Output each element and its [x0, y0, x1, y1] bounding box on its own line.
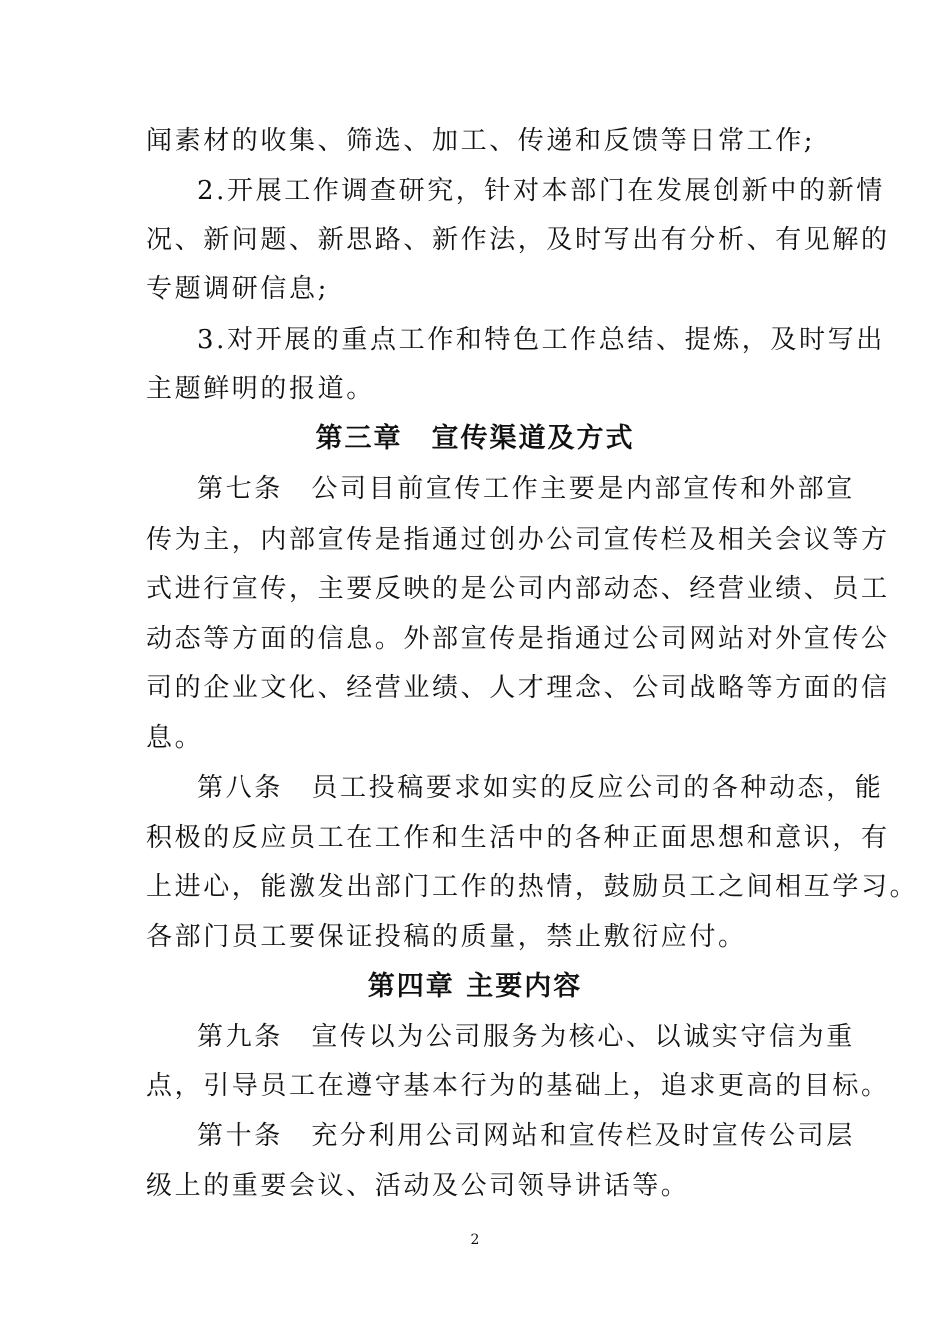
body-text-line: 专题调研信息;: [146, 274, 329, 304]
body-text-line: 上进心，能激发出部门工作的热情，鼓励员工之间相互学习。: [146, 872, 919, 902]
page-number: 2: [470, 1232, 480, 1248]
body-text-line: 息。: [146, 723, 204, 753]
body-text-line: 积极的反应员工在工作和生活中的各种正面思想和意识，有: [146, 823, 890, 853]
body-text-line: 2.开展工作调查研究，针对本部门在发展创新中的新情: [197, 176, 885, 206]
body-text-line: 3.对开展的重点工作和特色工作总结、提炼，及时写出: [197, 325, 885, 355]
body-text-line: 第八条 员工投稿要求如实的反应公司的各种动态，能: [197, 773, 884, 803]
body-text-line: 司的企业文化、经营业绩、人才理念、公司战略等方面的信: [146, 673, 890, 703]
body-text-line: 各部门员工要保证投稿的质量，禁止敷衍应付。: [146, 922, 747, 952]
body-text-line: 点，引导员工在遵守基本行为的基础上，追求更高的目标。: [146, 1071, 890, 1101]
chapter-heading: 第三章 宣传渠道及方式: [315, 423, 635, 454]
body-text-line: 主题鲜明的报道。: [146, 374, 375, 404]
body-text-line: 况、新问题、新思路、新作法，及时写出有分析、有见解的: [146, 225, 890, 255]
body-text-line: 式进行宣传，主要反映的是公司内部动态、经营业绩、员工: [146, 574, 890, 604]
body-text-line: 第七条 公司目前宣传工作主要是内部宣传和外部宣: [197, 474, 855, 504]
body-text-line: 动态等方面的信息。外部宣传是指通过公司网站对外宣传公: [146, 624, 890, 654]
body-text-line: 第九条 宣传以为公司服务为核心、以诚实守信为重: [197, 1022, 855, 1052]
body-text-line: 级上的重要会议、活动及公司领导讲话等。: [146, 1171, 690, 1201]
body-text-line: 闻素材的收集、筛选、加工、传递和反馈等日常工作;: [146, 126, 816, 156]
chapter-heading: 第四章 主要内容: [367, 971, 583, 1002]
body-text-line: 传为主，内部宣传是指通过创办公司宣传栏及相关会议等方: [146, 525, 890, 555]
body-text-line: 第十条 充分利用公司网站和宣传栏及时宣传公司层: [197, 1121, 855, 1151]
